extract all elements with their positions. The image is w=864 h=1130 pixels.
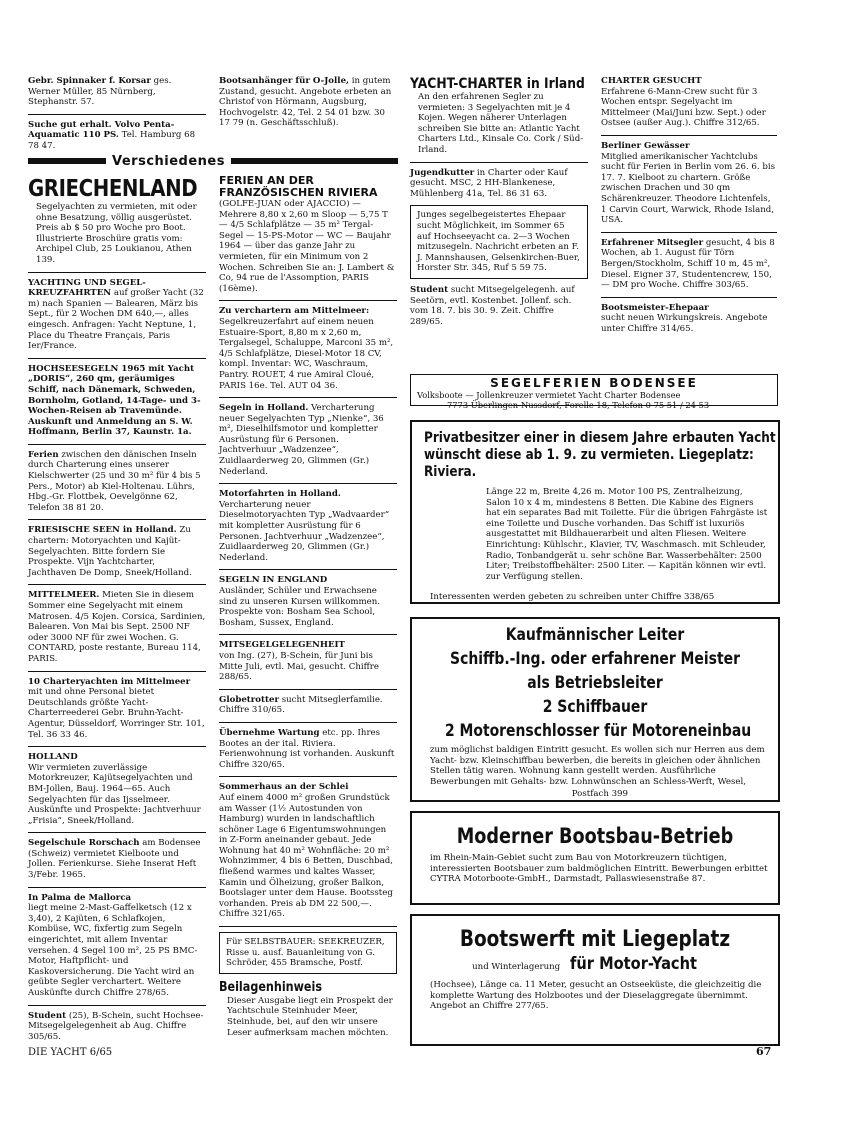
column-1-top	[28, 76, 206, 158]
ad-heading: 10 Charteryachten im Mittelmeer	[28, 676, 191, 687]
ad-body: am Bodensee (Schweiz) vermietet Kielboote und Jollen. Ferienkurse. Siehe Inserat Heft 3/Febr. 1965.	[28, 838, 201, 881]
riviera-text: (GOLFE-JUAN oder AJACCIO) — Mehrere 8,80 x 2,60 m Sloop — 5,75 T — 4/5 Schlafplätze — 35 m² Tergal-Segel — 15-PS-Motor — WC — Baujahr 1964 — über das ganze Jahr zu vermieten, für ein Minimum von 2 Wochen. Schreiben Sie an: J. Lambert & Co, 94 rue de l'Assomption, PARIS (16ème).	[219, 199, 395, 294]
ad-heading: In Palma de Mallorca	[28, 892, 132, 903]
ad-body: Tel. Hamburg 68 78 47.	[28, 130, 196, 151]
ad-body: Ausländer, Schüler und Erwachsene sind zu unseren Kursen willkommen. Prospekte von: Bosham Sea School, Bosham, Sussex, England.	[219, 586, 381, 628]
divider	[601, 297, 777, 298]
column-2	[219, 175, 397, 1044]
divider	[601, 232, 777, 233]
privatbesitzer-box	[410, 420, 780, 604]
divider	[28, 832, 206, 833]
ad-heading: HOLLAND	[28, 752, 78, 763]
beilagen-text: Dieser Ausgabe liegt ein Prospekt der Yachtschule Steinhuder Meer, Steinhude, bei, auf den wir unsere Leser aufmerksam machen möchten.	[227, 995, 393, 1038]
bootswerft-big: für Motor-Yacht	[570, 954, 698, 974]
ad-heading: Jugendkutter	[410, 167, 475, 178]
ad-body: ges. Werner Müller, 85 Nürnberg, Stephanstr. 57.	[28, 76, 172, 108]
divider	[28, 1005, 206, 1006]
ad-motorfahrten	[219, 489, 397, 563]
header-bar-left	[28, 158, 106, 164]
ad-mitsegel	[219, 640, 397, 682]
ad-student-seetoern	[410, 285, 588, 327]
column-1	[28, 176, 206, 1048]
ad-heading: Globetrotter	[219, 694, 279, 705]
stellenanzeige-box	[410, 617, 780, 802]
ad-body: in gutem Zustand, gesucht. Angebote erbeten an Christof von Hörmann, Augsburg, Hochvogelstr. 42, Tel. 2 54 01 bzw. 30 17 79 (n. Geschäftsschluß).	[219, 76, 392, 129]
bootswerft-subline	[412, 954, 778, 974]
ad-body: gesucht, 4 bis 8 Wochen, ab 1. August für Törn Bergen/Stockholm, Schiff 10 m, 45 m², Diesel. Eigner 37, Studentencrew, 150,— DM pro Woche. Chiffre 303/65.	[601, 237, 775, 291]
ad-heading: Sommerhaus an der Schlei	[219, 782, 349, 793]
ad-body: Vercharterung neuer Dieselmotoryachten Typ „Wadvaarder“ mit kompletter Ausrüstung für 6 Personen. Jachtverhuur „Wadzenzee“, Zuidlaarderweg 20, Glimmen (Gr.) Nederland.	[219, 499, 390, 563]
bootswerft-box	[410, 914, 780, 1046]
divider	[410, 162, 588, 163]
ad-yachting	[28, 278, 206, 352]
job-line-4: 2 Schiffbauer	[542, 697, 648, 717]
ad-body: von Ing. (27), B-Schein, für Juni bis Mitte Juli, evtl. Mai, gesucht. Chiffre 288/65.	[219, 650, 379, 683]
ehepaar-box: Junges segelbegeistertes Ehepaar sucht Möglichkeit, im Sommer 65 auf Hochseeyacht ca. 2—3 Wochen mitzusegeln. Nachricht erbeten an F. J. Mannshausen, Gelsenkirchen-Buer, Horster Str. 345, Ruf 5 59 75.	[410, 205, 588, 279]
ad-body: sucht Mitseglerfamilie. Chiffre 310/65.	[219, 694, 383, 716]
ad-sommerhaus	[219, 782, 397, 920]
ad-spinnaker	[28, 76, 206, 108]
ad-heading: Übernehme Wartung	[219, 727, 320, 738]
ad-heading: SEGELN IN ENGLAND	[219, 575, 328, 586]
job-line-1: Kaufmännischer Leiter	[505, 625, 685, 645]
privatbesitzer-headline: Privatbesitzer einer in diesem Jahre erbauten Yacht wünscht diese ab 1. 9. zu vermieten. Liegeplatz: Riviera.	[424, 430, 776, 480]
ad-body: zwischen den dänischen Inseln durch Charterung eines unserer Kielschwerter (25 und 30 m² für 4 bis 5 Pers., Motor) ab Kiel-Holtenau. Lührs, Hbg.-Gr. Flottbek, Oevelgönne 62, Telefon 38 81 20.	[28, 449, 201, 513]
ad-volvo	[28, 120, 206, 152]
divider	[28, 114, 206, 115]
ad-body: Erfahrene 6-Mann-Crew sucht für 3 Wochen entspr. Segelyacht im Mittelmeer (Mai/Juni bzw. Sept.) oder Ostsee (außer Aug.). Chiffre 312/65.	[601, 86, 766, 129]
segelferien-line1: Volksboote — Jollenkreuzer vermietet Yacht Charter Bodensee	[417, 390, 681, 400]
bootsbau-text: im Rhein-Main-Gebiet sucht zum Bau von Motorkreuzern tüchtigen, interessierten Bootsbauer zum baldmöglichen Eintritt. Bewerbungen erbittet CYTRA Motorboote-GmbH., Darmstadt, Pallaswiesenstraße 87.	[430, 853, 768, 885]
divider	[219, 689, 397, 690]
ad-verchartern	[219, 306, 397, 391]
ad-heading: HOCHSEESEGELN 1965 mit Yacht „DORIS“, 260 qm, geräumiges Schiff, nach Dänemark, Schweden, Bornholm, Gotland, 14-Tage- und 3-Wochen-Reisen ab Travemünde. Auskunft und Anmeldung an S. W. Hoffmann, Berlin 37, Kaunstr. 1a.	[28, 363, 201, 438]
ad-body: Vercharterung neuer Segelyachten Typ „Nienke“, 36 m², Dieselhilfsmotor und kompletter Ausrüstung für 6 Personen. Jachtverhuur „Wadzenzee“, Zuidlaarderweg 20, Glimmen (Gr.) Nederland.	[219, 403, 384, 477]
ad-heading: Berliner Gewässer	[601, 140, 690, 151]
divider	[219, 776, 397, 777]
ad-heading: Student	[410, 284, 449, 295]
section-header	[28, 155, 398, 167]
ad-charter-gesucht	[601, 76, 777, 129]
ad-body: Mieten Sie in diesem Sommer eine Segelyacht mit einem Matrosen. 4/5 Kojen. Corsica, Sardinien, Balearen. Von Mai bis Sept. 2500 NF oder 3000 NF für zwei Wochen. G. CONTARD, poste restante, Bureau 114, PARIS.	[28, 590, 206, 664]
ad-body: in Charter oder Kauf gesucht. MSC, 2 HH-Blankenese, Mühlenberg 41a, Tel. 86 31 63.	[410, 167, 568, 199]
ad-hochseesegeln	[28, 364, 206, 438]
bootsbau-box	[410, 811, 780, 905]
ad-body: Zu chartern: Motoryachten und Kajüt-Segelyachten. Bitte fordern Sie Prospekte. Vijn Yachtcharter, Jachthaven De Domp, Sneek/Holland.	[28, 525, 192, 578]
ad-heading: Bootsanhänger für O-Jolle,	[219, 76, 350, 86]
ad-charteryachten	[28, 677, 206, 741]
ad-heading: Gebr. Spinnaker f. Korsar	[28, 76, 151, 86]
ad-body: Wir vermieten zuverlässige Motorkreuzer, Kajütsegelyachten und BM-Jollen, Bauj. 1964—65. Auch Segelyachten für das Ijsselmeer. Auskünfte und Prospekte: Jachtverhuur „Frisia“, Sneek/Holland.	[28, 762, 201, 826]
ad-jugendkutter	[410, 168, 588, 200]
section-title: Verschiedenes	[112, 153, 225, 169]
ad-wartung	[219, 728, 397, 770]
divider	[219, 722, 397, 723]
ad-berliner	[601, 141, 777, 226]
ad-body: Mitglied amerikanischer Yachtclubs sucht für Ferien in Berlin vom 26. 6. bis 17. 7. Kielboot zu chartern. Größe zwischen Drachen und 30 qm Schärenkreuzer. Theodore Lichtenfels, 1 Carvin Court, Warwick, Rhode Island, USA.	[601, 151, 776, 226]
job-text: zum möglichst baldigen Eintritt gesucht. Es wollen sich nur Herren aus dem Yacht- bzw. Kleinschiffbau bewerben, die bereits in gleichen oder ähnlichen Stellen tätig waren. Wohnung kann gestellt werden. Ausführliche Bewerbungen mit Gehalts- bzw. Lohnwünschen an Schless-Werft, Wesel,	[430, 745, 765, 787]
ad-heading: MITTELMEER.	[28, 590, 100, 601]
divider	[219, 569, 397, 570]
divider	[28, 584, 206, 585]
divider	[28, 746, 206, 747]
ad-body: (25), B-Schein, sucht Hochsee-Mitsegelgelegenheit ab Aug. Chiffre 305/65.	[28, 1010, 204, 1042]
divider	[28, 671, 206, 672]
divider	[601, 135, 777, 136]
privatbesitzer-footer: Interessenten werden gebeten zu schreiben unter Chiffre 338/65	[430, 592, 715, 603]
ad-heading: YACHTING UND SEGEL-KREUZFAHRTEN	[28, 277, 146, 299]
ad-body: etc. pp. Ihres Bootes an der ital. Riviera. Ferienwohnung ist vorhanden. Auskunft Chiffre 320/65.	[219, 727, 395, 770]
irland-title: YACHT-CHARTER in Irland	[410, 76, 585, 92]
divider	[219, 300, 397, 301]
ad-student	[28, 1011, 206, 1043]
ad-ferien	[28, 450, 206, 514]
page-number: 67	[756, 1045, 772, 1058]
riviera-title: FERIEN AN DER FRANZÖSISCHEN RIVIERA	[219, 174, 378, 199]
ad-mitsegler	[601, 238, 777, 291]
column-4	[601, 76, 777, 340]
column-2-top	[219, 76, 397, 135]
divider	[219, 926, 397, 927]
job-line-5: 2 Motorenschlosser für Motoreneinbau	[444, 721, 752, 741]
ad-holland	[28, 752, 206, 826]
ad-body: auf großer Yacht (32 m) nach Spanien — Balearen, März bis Sept., für 2 Wochen DM 640,—, alles eingesch. Anfragen: Yacht Neptune, 1, Place du Theatre Français, Paris Ier/France.	[28, 288, 204, 352]
ad-heading: Zu verchartern am Mittelmeer:	[219, 306, 370, 317]
job-line-2: Schiffb.-Ing. oder erfahrener Meister	[450, 649, 740, 669]
privatbesitzer-text: Länge 22 m, Breite 4,26 m. Motor 100 PS, Zentralheizung, Salon 10 x 4 m, mindestens 8 Betten. Die Kabine des Eigners hat ein separates Bad mit Toilette. Für die übrigen Fahrgäste ist eine Toilette und Dusche vorhanden. Das Schiff ist luxuriös ausgestattet mit Bildhauerarbeit und alten Fliesen. Weitere Einrichtung: Kühlschr., Klavier, TV, Waschmasch. mit Schleuder, Radio, Tonbandgerät u. sehr schöne Bar. Wasserbehälter: 2500 Liter; Treibstoffbehälter: 2500 Liter. — Kapitän können wir evtl. zur Verfügung stellen.	[486, 487, 768, 582]
irland-text: An den erfahrenen Segler zu vermieten: 3 Segelyachten mit je 4 Kojen. Wegen näherer Unterlagen schreiben Sie bitte an: Atlantic Yacht Charters Ltd., Kinsale Co. Cork / Süd-Irland.	[418, 92, 584, 155]
ad-heading: Ferien	[28, 449, 59, 460]
segelferien-title: SEGELFERIEN BODENSEE	[490, 376, 698, 390]
ad-body: sucht Mitsegelgelegenh. auf Seetörn, evtl. Kostenbet. Jollenf. sch. vom 18. 7. bis 30. 9. Zeit. Chiffre 289/65.	[410, 284, 575, 327]
ad-heading: Suche gut erhalt. Volvo Penta-Aquamatic 110 PS.	[28, 119, 175, 141]
ad-friesische-seen	[28, 525, 206, 578]
segelferien-box	[410, 374, 778, 410]
griechenland-title: GRIECHENLAND	[28, 176, 198, 202]
ad-body: Segelkreuzerfahrt auf einem neuen Estuaire-Sport, 8,80 m x 2,60 m, Tergalsegel, Schaluppe, Marconi 35 m², 4/5 Schlafplätze, Diesel-Motor 18 CV, kompl. Inventar: WC, Waschraum, Pantry. ROUET, 4 rue Amiral Cloué, PARIS 16e. Tel. AUT 04 36.	[219, 316, 394, 391]
ad-heading: Segeln in Holland.	[219, 403, 309, 414]
ad-heading: Motorfahrten in Holland.	[219, 489, 341, 500]
ad-mittelmeer	[28, 590, 206, 664]
ad-bootsmeister	[601, 303, 777, 335]
divider	[219, 397, 397, 398]
divider	[28, 358, 206, 359]
ad-body: sucht neuen Wirkungskreis. Angebote unter Chiffre 314/65.	[601, 313, 768, 334]
job-address: Postfach 399	[571, 789, 628, 800]
ad-body: Auf einem 4000 m² großen Grundstück am Wasser (1½ Autostunden von Hamburg) wurden in landschaftlich schöner Lage 6 Eigentumswohnungen in Z-Form aneinander gebaut. Jede Wohnung hat 40 m² Wohnfläche: 20 m² Wohnzimmer, 4 bis 6 Betten, Duschbad, fließend warmes und kaltes Wasser, Kamin und Ölheizung, großer Balkon, Bootslager unter dem Hause. Bootssteg vorhanden. Preis ab DM 22 500,—. Chiffre 321/65.	[219, 792, 394, 920]
ad-england	[219, 575, 397, 628]
divider	[28, 519, 206, 520]
griechenland-text: Segelyachten zu vermieten, mit oder ohne Besatzung, völlig ausgerüstet. Preis ab $ 50 pro Woche pro Boot. Illustrierte Broschüre gratis vom: Archipel Club, 25 Loukianou, Athen 139.	[36, 202, 197, 265]
job-line-3: als Betriebsleiter	[527, 673, 663, 693]
header-bar-right	[231, 158, 398, 164]
ad-heading: MITSEGELGELEGENHEIT	[219, 640, 345, 651]
ad-heading: Erfahrener Mitsegler	[601, 237, 704, 248]
ad-globetrotter	[219, 695, 397, 716]
column-3	[410, 76, 588, 333]
ad-palma	[28, 893, 206, 999]
ad-heading: Segelschule Rorschach	[28, 838, 140, 849]
ad-heading: FRIESISCHE SEEN in Holland.	[28, 525, 177, 536]
bootsbau-title: Moderner Bootsbau-Betrieb	[456, 824, 734, 848]
beilagen-title: Beilagenhinweis	[219, 979, 323, 995]
divider	[28, 887, 206, 888]
divider	[28, 444, 206, 445]
ad-body: mit und ohne Personal bietet Deutschlands größte Yacht-Charterreederei Gebr. Bruhn-Yacht-Agentur, Düsseldorf, Worringer Str. 101, Tel. 36 33 46.	[28, 687, 205, 740]
segelferien-line2: 7773 Überlingen-Nussdorf, Forelle 18, Telefon 0 75 51 / 24 53	[447, 400, 710, 410]
bootswerft-small: und Winterlagerung	[472, 962, 561, 972]
ad-heading: Student	[28, 1010, 67, 1021]
divider	[28, 272, 206, 273]
ad-heading: CHARTER GESUCHT	[601, 76, 702, 86]
ad-body: liegt meine 2-Mast-Gaffelketsch (12 x 3,40), 2 Kajüten, 6 Schlafkojen, Kombüse, WC, fixfertig zum Segeln eingerichtet, mit allem Inventar versehen. 4 Segel 100 m², 25 PS BMC-Motor, Haftpflicht- und Kaskoversicherung. Die Yacht wird an geübte Segler verchartert. Weitere Auskünfte durch Chiffre 278/65.	[28, 903, 198, 998]
bootswerft-title: Bootswerft mit Liegeplatz	[459, 927, 731, 952]
divider	[219, 483, 397, 484]
ad-bootsanhaenger	[219, 76, 397, 129]
ad-segelschule	[28, 838, 206, 880]
bootswerft-text: (Hochsee), Länge ca. 11 Meter, gesucht an Ostseeküste, die gleichzeitig die komplette Wartung des Holzbootes und der Dieselaggregate übernimmt. Angebot an Chiffre 277/65.	[430, 980, 762, 1012]
selbstbauer-box: Für SELBSTBAUER: SEEKREUZER, Risse u. ausf. Bauanleitung von G. Schröder, 455 Bramsche, Postf.	[219, 932, 397, 974]
divider	[219, 634, 397, 635]
footer-magazine: DIE YACHT 6/65	[28, 1047, 113, 1058]
ad-segeln-holland	[219, 403, 397, 477]
ad-heading: Bootsmeister-Ehepaar	[601, 302, 709, 313]
